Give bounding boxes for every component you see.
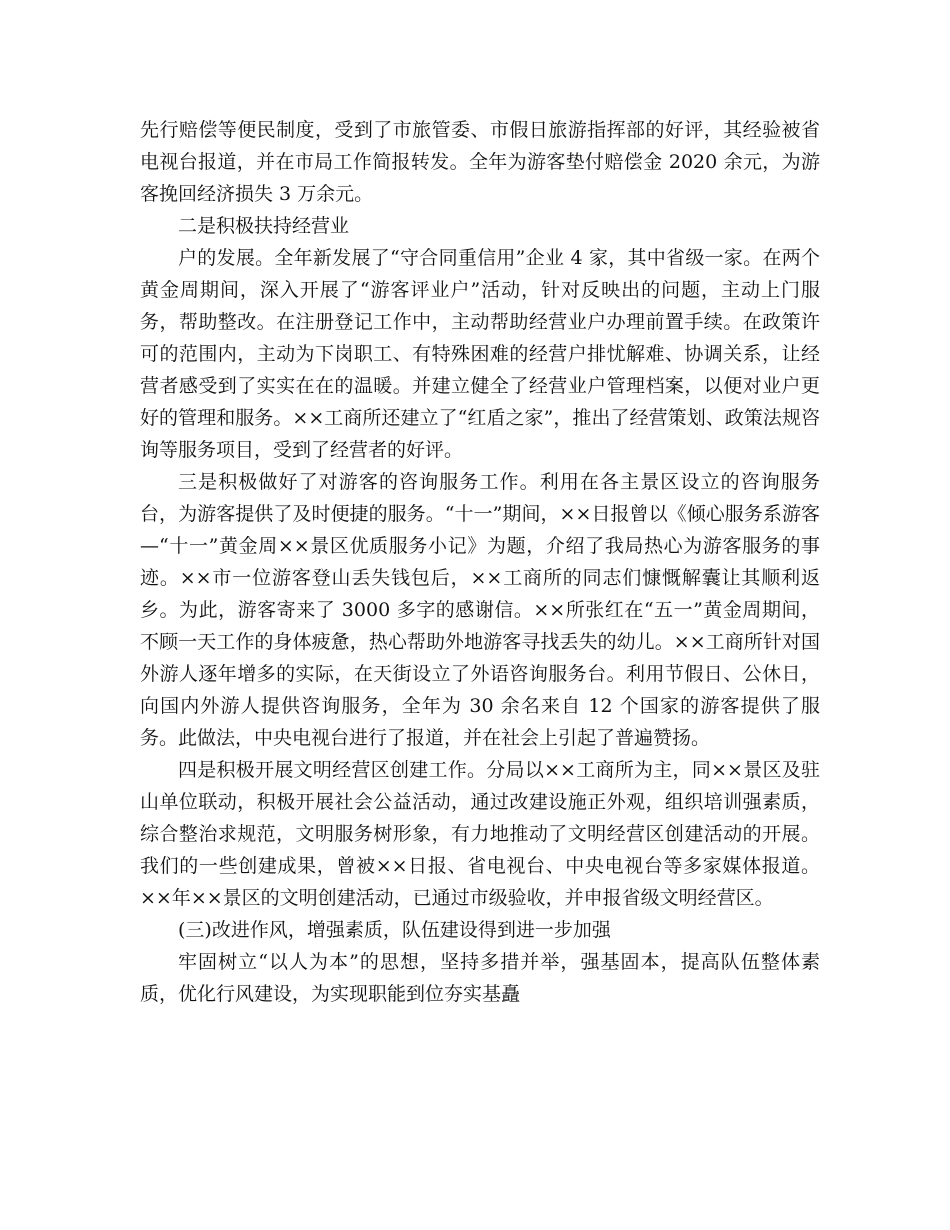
paragraph-7: 牢固树立“以人为本”的思想，坚持多措并举，强基固本，提高队伍整体素质，优化行风建设，为实现职能到位夯实基矗 (140, 951, 820, 1005)
paragraph-3: 户的发展。全年新发展了“守合同重信用”企业 4 家，其中省级一家。在两个黄金周期间，深入开展了“游客评业户”活动，针对反映出的问题，主动上门服务，帮助整改。在注册登记工作中，主动帮助经营业户办理前置手续。在政策许可的范围内，主动为下岗职工、有特殊困难的经营户排忧解难、协调关系，让经营者感受到了实实在在的温暖。并建立健全了经营业户管理档案，以便对业户更好的管理和服务。××工商所还建立了“红盾之家”，推出了经营策划、政策法规咨询等服务项目，受到了经营者的好评。 (140, 247, 820, 461)
paragraph-4: 三是积极做好了对游客的咨询服务工作。利用在各主景区设立的咨询服务台，为游客提供了及时便捷的服务。“十一”期间，××日报曾以《倾心服务系游客—“十一”黄金周××景区优质服务小记》为题，介绍了我局热心为游客服务的事迹。××市一位游客登山丢失钱包后，××工商所的同志们慷慨解囊让其顺利返乡。为此，游客寄来了 3000 多字的感谢信。××所张红在“五一”黄金周期间，不顾一天工作的身体疲惫，热心帮助外地游客寻找丢失的幼儿。××工商所针对国外游人逐年增多的实际，在天街设立了外语咨询服务台。利用节假日、公休日，向国内外游人提供咨询服务，全年为 30 余名来自 12 个国家的游客提供了服务。此做法，中央电视台进行了报道，并在社会上引起了普遍赞扬。 (140, 471, 820, 749)
paragraph-1: 先行赔偿等便民制度，受到了市旅管委、市假日旅游指挥部的好评，其经验被省电视台报道，并在市局工作简报转发。全年为游客垫付赔偿金 2020 余元，为游客挽回经济损失 3 万余元。 (140, 119, 820, 205)
paragraph-5: 四是积极开展文明经营区创建工作。分局以××工商所为主，同××景区及驻山单位联动，积极开展社会公益活动，通过改建设施正外观，组织培训强素质，综合整治求规范，文明服务树形象，有力地推动了文明经营区创建活动的开展。我们的一些创建成果，曾被××日报、省电视台、中央电视台等多家媒体报道。××年××景区的文明创建活动，已通过市级验收，并申报省级文明经营区。 (140, 759, 820, 909)
section-heading: (三)改进作风，增强素质，队伍建设得到进一步加强 (178, 919, 611, 941)
document-page (140, 114, 820, 1010)
paragraph-2: 二是积极扶持经营业 (178, 215, 350, 237)
